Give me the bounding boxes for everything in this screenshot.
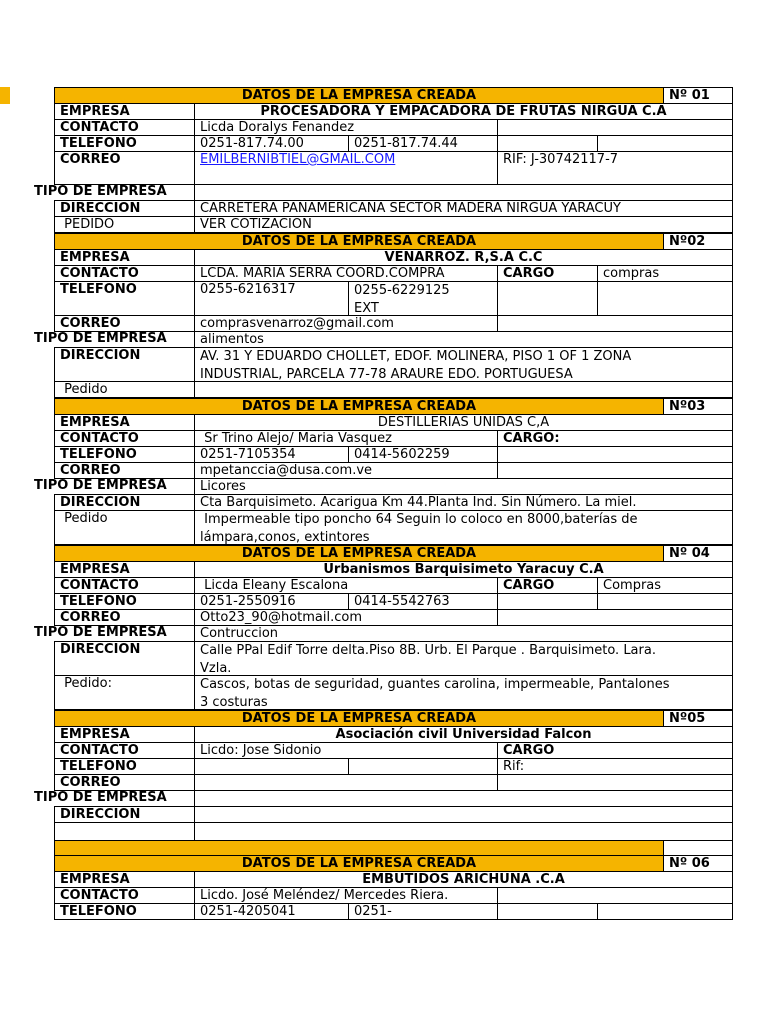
company-2-address-line-2: INDUSTRIAL, PARCELA 77-78 ARAURE EDO. PORTUGUESA [200,367,573,382]
company-4-order [194,675,733,710]
company-1-direccion-row [0,200,768,217]
company-2-contact: LCDA. MARIA SERRA COORD.COMPRA [194,265,498,282]
company-3-header-title: DATOS DE LA EMPRESA CREADA [54,398,664,415]
company-2-tipo: alimentos [194,331,733,348]
correo-label: CORREO [54,462,195,479]
company-5-tipo-row [0,790,768,807]
company-4-header-row [0,545,768,562]
empresa-label: EMPRESA [54,103,195,120]
company-6-contacto-row [0,887,768,904]
company-4-header-title: DATOS DE LA EMPRESA CREADA [54,545,664,562]
company-4-order-line-1: Cascos, botas de seguridad, guantes carolina, impermeable, Pantalones [200,677,670,692]
company-4-name: Urbanismos Barquisimeto Yaracuy C.A [194,561,733,578]
tipo-label: TIPO DE EMPRESA [34,478,167,493]
company-2-phone-2-ext: EXT [354,301,379,316]
company-6-name: EMBUTIDOS ARICHUNA .C.A [194,871,733,888]
company-2-telefono-row [0,281,768,316]
company-4-phone-1: 0251-2550916 [194,593,349,610]
company-3-phone-3 [497,446,733,463]
telefono-label: TELEFONO [54,135,195,152]
company-6-header-row [0,855,768,872]
correo-label: CORREO [54,315,195,332]
company-4-email-extra [497,609,733,626]
company-2-header-row [0,233,768,250]
company-5-empresa-row [0,726,768,743]
direccion-label: DIRECCION [54,641,195,676]
company-5-phone-1 [194,758,349,775]
company-4-email: Otto23_90@hotmail.com [194,609,498,626]
company-2-pedido-row [0,381,768,398]
company-3-correo-row [0,462,768,479]
company-5-tipo [194,790,733,807]
company-6-number: Nº 06 [663,855,733,872]
company-3-email: mpetanccia@dusa.com.ve [194,462,498,479]
company-1-tipo [194,184,733,201]
company-1-phone-3 [497,135,598,152]
company-2-phone-2: 0255-6229125 [354,283,450,298]
company-1-header-row [0,87,768,104]
company-4-address-line-2: Vzla. [200,661,232,676]
company-1-phone-1: 0251-817.74.00 [194,135,349,152]
company-2-email: comprasvenarroz@gmail.com [194,315,498,332]
company-3-telefono-row [0,446,768,463]
company-2-number: Nº02 [663,233,733,250]
company-4-address-line-1: Calle PPal Edif Torre delta.Piso 8B. Urb. El Parque . Barquisimeto. Lara. [200,643,656,658]
company-2-address-line-1: AV. 31 Y EDUARDO CHOLLET, EDOF. MOLINERA, PISO 1 OF 1 ZONA [200,349,632,364]
direccion-label: DIRECCION [54,806,195,823]
company-4-contacto-row [0,577,768,594]
company-4-phone-3 [497,593,598,610]
company-1-contacto-row [0,119,768,136]
company-3-tipo-row [0,478,768,495]
company-6-phone-2: 0251- [348,903,498,920]
company-4-number: Nº 04 [663,545,733,562]
company-2-phone-2-cell [348,281,498,316]
company-2-header-title: DATOS DE LA EMPRESA CREADA [54,233,664,250]
company-4-direccion-row [0,641,768,676]
company-3-empresa-row [0,414,768,431]
company-5-header-title: DATOS DE LA EMPRESA CREADA [54,710,664,727]
cargo-label: CARGO [497,742,733,759]
company-1-contact: Licda Doralys Fenandez [194,119,498,136]
yellow-separator-row [0,840,768,856]
cargo-label: CARGO [497,265,598,282]
company-1-phone-2: 0251-817.74.44 [348,135,498,152]
company-4-telefono-row [0,593,768,610]
company-2-email-extra [497,315,733,332]
company-3-contact: Sr Trino Alejo/ Maria Vasquez [194,430,498,447]
cargo-label: CARGO: [497,430,733,447]
company-5-header-row [0,710,768,727]
company-5-number: Nº05 [663,710,733,727]
company-5-email [194,774,498,791]
company-2-phone-4 [597,281,733,316]
company-3-phone-2: 0414-5602259 [348,446,498,463]
company-2-cargo: compras [597,265,733,282]
direccion-label: DIRECCION [54,494,195,511]
contacto-label: CONTACTO [54,742,195,759]
correo-label: CORREO [54,151,195,185]
empresa-label: EMPRESA [54,871,195,888]
company-6-contact-extra [497,887,733,904]
correo-label: CORREO [54,609,195,626]
company-4-phone-4 [597,593,733,610]
company-2-phone-3 [497,281,598,316]
company-5-rif: Rif: [497,758,733,775]
company-5-contacto-row [0,742,768,759]
company-5-correo-row [0,774,768,791]
company-3-header-row [0,398,768,415]
company-1-email-cell [194,151,498,185]
company-2-order [194,381,733,398]
company-5-name: Asociación civil Universidad Falcon [194,726,733,743]
company-2-contacto-row [0,265,768,282]
company-3-order [194,510,733,545]
company-1-name: PROCESADORA Y EMPACADORA DE FRUTAS NIRGUA C.A [194,103,733,120]
company-3-number: Nº03 [663,398,733,415]
company-2-direccion-row [0,347,768,382]
company-1-order: VER COTIZACION [194,216,733,233]
cargo-label: CARGO [497,577,598,594]
pedido-label: Pedido: [54,675,195,710]
yellow-separator-end [663,840,733,856]
company-2-phone-1: 0255-6216317 [194,281,349,316]
contacto-label: CONTACTO [54,265,195,282]
telefono-label: TELEFONO [54,446,195,463]
company-2-name: VENARROZ. R,S.A C.C [194,249,733,266]
company-1-correo-row [0,151,768,185]
company-5-contact: Licdo: Jose Sidonio [194,742,498,759]
company-3-tipo: Licores [194,478,733,495]
company-3-order-line-1: Impermeable tipo poncho 64 Seguin lo coloco en 8000,baterías de [200,512,638,527]
company-3-pedido-row [0,510,768,545]
company-5-address [194,806,733,823]
company-1-email-link[interactable]: EMILBERNIBTIEL@GMAIL.COM [200,152,396,167]
company-4-cargo: Compras [597,577,733,594]
company-3-phone-1: 0251-7105354 [194,446,349,463]
company-3-direccion-row [0,494,768,511]
direccion-label: DIRECCION [54,200,195,217]
company-1-empresa-row [0,103,768,120]
company-4-address [194,641,733,676]
company-5-blank-label [54,822,195,841]
company-4-order-line-2: 3 costuras [200,695,268,710]
tipo-label: TIPO DE EMPRESA [34,331,167,346]
telefono-label: TELEFONO [54,903,195,920]
contacto-label: CONTACTO [54,119,195,136]
company-6-contact: Licdo. José Meléndez/ Mercedes Riera. [194,887,498,904]
contacto-label: CONTACTO [54,887,195,904]
correo-label: CORREO [54,774,195,791]
company-4-empresa-row [0,561,768,578]
company-4-contact: Licda Eleany Escalona [194,577,498,594]
company-2-empresa-row [0,249,768,266]
company-4-phone-2: 0414-5542763 [348,593,498,610]
company-5-blank-value [194,822,733,841]
company-4-tipo: Contruccion [194,625,733,642]
company-6-phone-3 [497,903,598,920]
tipo-label: TIPO DE EMPRESA [34,790,167,805]
empresa-label: EMPRESA [54,726,195,743]
company-2-address [194,347,733,382]
pedido-label: PEDIDO [54,216,195,233]
company-4-correo-row [0,609,768,626]
company-5-email-extra [497,774,733,791]
company-1-number: Nº 01 [663,87,733,104]
pedido-label: Pedido [54,381,195,398]
company-5-blank-row [0,822,768,841]
empresa-label: EMPRESA [54,249,195,266]
company-5-phone-2 [348,758,498,775]
company-6-phone-1: 0251-4205041 [194,903,349,920]
company-4-pedido-row [0,675,768,710]
contacto-label: CONTACTO [54,430,195,447]
company-5-telefono-row [0,758,768,775]
company-6-phone-4 [597,903,733,920]
company-1-rif: RIF: J-30742117-7 [497,151,733,185]
company-3-email-extra [497,462,733,479]
company-5-direccion-row [0,806,768,823]
telefono-label: TELEFONO [54,281,195,316]
empresa-label: EMPRESA [54,561,195,578]
pedido-label: Pedido [54,510,195,545]
company-6-header-title: DATOS DE LA EMPRESA CREADA [54,855,664,872]
company-1-contact-extra [497,119,733,136]
telefono-label: TELEFONO [54,758,195,775]
company-2-correo-row [0,315,768,332]
company-1-header-title: DATOS DE LA EMPRESA CREADA [54,87,664,104]
company-4-tipo-row [0,625,768,642]
company-1-pedido-row [0,216,768,233]
tipo-label: TIPO DE EMPRESA [34,184,167,199]
company-3-address: Cta Barquisimeto. Acarigua Km 44.Planta Ind. Sin Número. La miel. [194,494,733,511]
company-3-contacto-row [0,430,768,447]
company-1-tipo-row [0,184,768,201]
telefono-label: TELEFONO [54,593,195,610]
yellow-separator [54,840,664,856]
contacto-label: CONTACTO [54,577,195,594]
empresa-label: EMPRESA [54,414,195,431]
company-6-telefono-row [0,903,768,920]
company-3-name: DESTILLERIAS UNIDAS C,A [194,414,733,431]
company-1-address: CARRETERA PANAMERICANA SECTOR MADERA NIRGUA YARACUY [194,200,733,217]
company-3-order-line-2: lámpara,conos, extintores [200,530,370,545]
company-2-tipo-row [0,331,768,348]
company-1-telefono-row [0,135,768,152]
company-6-empresa-row [0,871,768,888]
direccion-label: DIRECCION [54,347,195,382]
tipo-label: TIPO DE EMPRESA [34,625,167,640]
company-1-phone-4 [597,135,733,152]
